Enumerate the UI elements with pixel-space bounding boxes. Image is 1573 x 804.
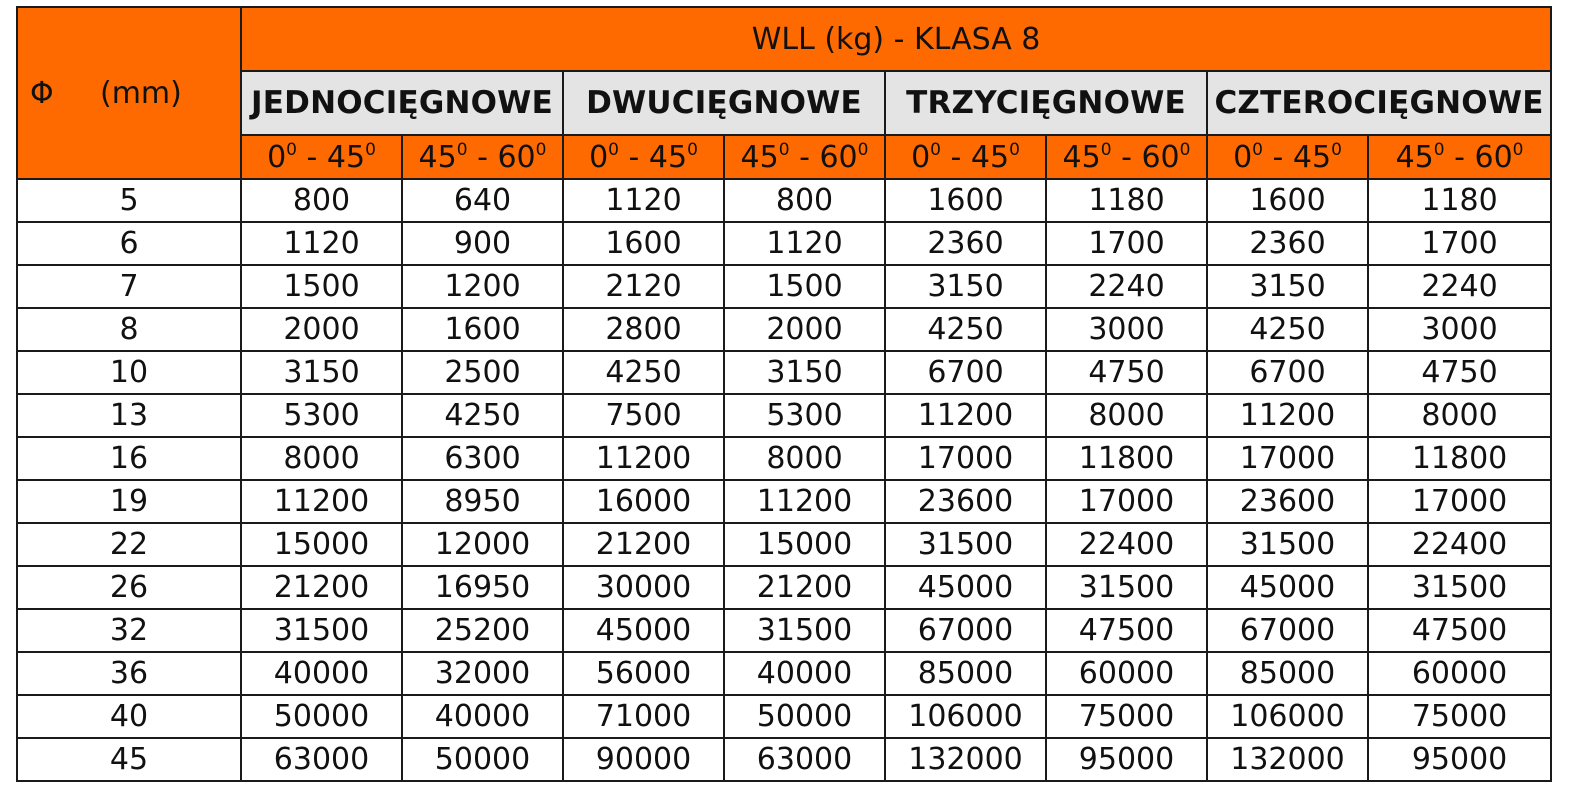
table-row	[17, 652, 1551, 695]
wll-cell: 31500	[1368, 566, 1551, 609]
diameter-cell: 36	[17, 652, 241, 695]
wll-cell: 85000	[1207, 652, 1368, 695]
wll-cell: 22400	[1046, 523, 1207, 566]
angle-from: 0	[267, 139, 287, 175]
wll-cell: 23600	[885, 480, 1046, 523]
wll-cell: 40000	[724, 652, 885, 695]
diameter-cell: 8	[17, 308, 241, 351]
wll-cell: 11200	[241, 480, 402, 523]
wll-table	[16, 6, 1552, 782]
degree-mark: 0	[1331, 139, 1342, 160]
wll-cell: 22400	[1368, 523, 1551, 566]
wll-cell: 2000	[241, 308, 402, 351]
wll-cell: 75000	[1046, 695, 1207, 738]
angle-header-cell	[1368, 135, 1551, 179]
wll-cell: 800	[241, 179, 402, 222]
wll-cell: 8000	[724, 437, 885, 480]
group-header-triple: TRZYCIĘGNOWE	[885, 71, 1207, 135]
wll-cell: 3000	[1368, 308, 1551, 351]
wll-cell: 2360	[1207, 222, 1368, 265]
diameter-cell: 19	[17, 480, 241, 523]
wll-cell: 3150	[241, 351, 402, 394]
wll-cell: 12000	[402, 523, 563, 566]
angle-to: 45	[970, 139, 1010, 175]
table-row	[17, 566, 1551, 609]
angle-from: 0	[911, 139, 931, 175]
angle-header-cell	[241, 135, 402, 179]
wll-cell: 31500	[885, 523, 1046, 566]
wll-cell: 2240	[1368, 265, 1551, 308]
wll-cell: 1120	[563, 179, 724, 222]
degree-mark: 0	[365, 139, 376, 160]
table-row	[17, 394, 1551, 437]
wll-cell: 4250	[1207, 308, 1368, 351]
angle-separator: -	[297, 139, 327, 175]
wll-cell: 15000	[724, 523, 885, 566]
wll-cell: 1700	[1368, 222, 1551, 265]
wll-cell: 47500	[1046, 609, 1207, 652]
degree-mark: 0	[1009, 139, 1020, 160]
wll-cell: 60000	[1046, 652, 1207, 695]
wll-cell: 21200	[724, 566, 885, 609]
wll-cell: 1700	[1046, 222, 1207, 265]
wll-cell: 6300	[402, 437, 563, 480]
diameter-cell: 5	[17, 179, 241, 222]
wll-cell: 8000	[241, 437, 402, 480]
wll-cell: 31500	[1046, 566, 1207, 609]
wll-cell: 8950	[402, 480, 563, 523]
wll-cell: 2120	[563, 265, 724, 308]
wll-cell: 50000	[241, 695, 402, 738]
wll-cell: 3000	[1046, 308, 1207, 351]
wll-cell: 63000	[241, 738, 402, 781]
wll-cell: 800	[724, 179, 885, 222]
table-row	[17, 308, 1551, 351]
angle-to: 60	[497, 139, 536, 175]
degree-mark: 0	[857, 139, 869, 160]
degree-mark: 0	[608, 139, 619, 160]
wll-cell: 1180	[1046, 179, 1207, 222]
degree-mark: 0	[1179, 139, 1191, 160]
degree-mark: 0	[535, 139, 547, 160]
diameter-cell: 16	[17, 437, 241, 480]
angle-separator: -	[619, 139, 649, 175]
wll-cell: 30000	[563, 566, 724, 609]
wll-cell: 11800	[1046, 437, 1207, 480]
angle-separator: -	[941, 139, 971, 175]
wll-cell: 17000	[1368, 480, 1551, 523]
wll-cell: 132000	[1207, 738, 1368, 781]
table-row	[17, 523, 1551, 566]
wll-cell: 31500	[241, 609, 402, 652]
wll-cell: 900	[402, 222, 563, 265]
angle-header-cell	[563, 135, 724, 179]
diameter-symbol: Φ	[30, 75, 54, 111]
diameter-cell: 32	[17, 609, 241, 652]
wll-cell: 45000	[563, 609, 724, 652]
wll-table-container	[16, 6, 1550, 782]
table-row	[17, 738, 1551, 781]
wll-cell: 16000	[563, 480, 724, 523]
angle-separator: -	[789, 139, 820, 175]
table-row	[17, 265, 1551, 308]
wll-cell: 71000	[563, 695, 724, 738]
diameter-cell: 22	[17, 523, 241, 566]
angle-header-cell	[724, 135, 885, 179]
angle-separator: -	[1444, 139, 1475, 175]
diameter-cell: 6	[17, 222, 241, 265]
wll-cell: 7500	[563, 394, 724, 437]
wll-cell: 1600	[1207, 179, 1368, 222]
wll-cell: 47500	[1368, 609, 1551, 652]
angle-header-row	[17, 135, 1551, 179]
diameter-cell: 40	[17, 695, 241, 738]
angle-from: 45	[740, 139, 779, 175]
table-row	[17, 437, 1551, 480]
wll-cell: 31500	[1207, 523, 1368, 566]
table-row	[17, 609, 1551, 652]
angle-from: 45	[1062, 139, 1101, 175]
angle-header-cell	[402, 135, 563, 179]
wll-cell: 40000	[402, 695, 563, 738]
degree-mark: 0	[687, 139, 698, 160]
wll-cell: 11200	[724, 480, 885, 523]
wll-cell: 40000	[241, 652, 402, 695]
degree-mark: 0	[930, 139, 941, 160]
wll-cell: 132000	[885, 738, 1046, 781]
wll-cell: 16950	[402, 566, 563, 609]
wll-cell: 6700	[1207, 351, 1368, 394]
wll-cell: 15000	[241, 523, 402, 566]
angle-to: 60	[1474, 139, 1513, 175]
wll-cell: 85000	[885, 652, 1046, 695]
angle-to: 45	[648, 139, 688, 175]
table-row	[17, 179, 1551, 222]
wll-cell: 11200	[885, 394, 1046, 437]
degree-mark: 0	[1433, 139, 1445, 160]
wll-cell: 3150	[1207, 265, 1368, 308]
wll-cell: 11800	[1368, 437, 1551, 480]
wll-cell: 5300	[241, 394, 402, 437]
wll-cell: 21200	[563, 523, 724, 566]
degree-mark: 0	[1512, 139, 1524, 160]
wll-cell: 3150	[724, 351, 885, 394]
wll-cell: 60000	[1368, 652, 1551, 695]
angle-header-cell	[1046, 135, 1207, 179]
group-header-single: JEDNOCIĘGNOWE	[241, 71, 563, 135]
wll-cell: 45000	[885, 566, 1046, 609]
degree-mark: 0	[1252, 139, 1263, 160]
wll-cell: 1600	[563, 222, 724, 265]
table-row	[17, 695, 1551, 738]
table-title: WLL (kg) - KLASA 8	[241, 7, 1551, 71]
wll-cell: 1500	[724, 265, 885, 308]
angle-separator: -	[1263, 139, 1293, 175]
wll-cell: 106000	[1207, 695, 1368, 738]
angle-from: 45	[418, 139, 457, 175]
wll-cell: 6700	[885, 351, 1046, 394]
wll-cell: 31500	[724, 609, 885, 652]
wll-cell: 5300	[724, 394, 885, 437]
table-row	[17, 222, 1551, 265]
wll-cell: 640	[402, 179, 563, 222]
degree-mark: 0	[456, 139, 468, 160]
wll-cell: 106000	[885, 695, 1046, 738]
diameter-cell: 13	[17, 394, 241, 437]
wll-cell: 90000	[563, 738, 724, 781]
wll-cell: 50000	[724, 695, 885, 738]
angle-from: 0	[1233, 139, 1253, 175]
group-header-double: DWUCIĘGNOWE	[563, 71, 885, 135]
angle-to: 45	[326, 139, 366, 175]
wll-cell: 21200	[241, 566, 402, 609]
wll-cell: 2240	[1046, 265, 1207, 308]
angle-header-cell	[1207, 135, 1368, 179]
diameter-cell: 45	[17, 738, 241, 781]
wll-cell: 11200	[563, 437, 724, 480]
angle-header-cell	[885, 135, 1046, 179]
wll-cell: 1180	[1368, 179, 1551, 222]
angle-to: 45	[1292, 139, 1332, 175]
wll-cell: 2800	[563, 308, 724, 351]
wll-cell: 1600	[402, 308, 563, 351]
wll-cell: 4750	[1368, 351, 1551, 394]
wll-cell: 50000	[402, 738, 563, 781]
wll-cell: 17000	[1046, 480, 1207, 523]
degree-mark: 0	[778, 139, 790, 160]
group-header-quad: CZTEROCIĘGNOWE	[1207, 71, 1551, 135]
wll-cell: 4250	[402, 394, 563, 437]
wll-cell: 63000	[724, 738, 885, 781]
wll-cell: 2500	[402, 351, 563, 394]
wll-cell: 11200	[1207, 394, 1368, 437]
wll-cell: 32000	[402, 652, 563, 695]
wll-cell: 4250	[885, 308, 1046, 351]
wll-cell: 3150	[885, 265, 1046, 308]
wll-cell: 23600	[1207, 480, 1368, 523]
angle-separator: -	[1111, 139, 1142, 175]
table-row	[17, 351, 1551, 394]
wll-cell: 2360	[885, 222, 1046, 265]
wll-cell: 1120	[241, 222, 402, 265]
wll-cell: 17000	[1207, 437, 1368, 480]
wll-cell: 1500	[241, 265, 402, 308]
wll-cell: 67000	[885, 609, 1046, 652]
degree-mark: 0	[286, 139, 297, 160]
wll-cell: 8000	[1046, 394, 1207, 437]
wll-cell: 56000	[563, 652, 724, 695]
wll-cell: 1120	[724, 222, 885, 265]
wll-cell: 1600	[885, 179, 1046, 222]
wll-cell: 4250	[563, 351, 724, 394]
wll-cell: 25200	[402, 609, 563, 652]
table-row	[17, 480, 1551, 523]
wll-cell: 75000	[1368, 695, 1551, 738]
angle-separator: -	[467, 139, 498, 175]
wll-cell: 67000	[1207, 609, 1368, 652]
diameter-unit: (mm)	[100, 75, 182, 111]
wll-cell: 95000	[1046, 738, 1207, 781]
wll-cell: 1200	[402, 265, 563, 308]
diameter-header	[17, 7, 241, 179]
wll-cell: 8000	[1368, 394, 1551, 437]
wll-cell: 4750	[1046, 351, 1207, 394]
wll-cell: 2000	[724, 308, 885, 351]
angle-to: 60	[1141, 139, 1180, 175]
wll-cell: 17000	[885, 437, 1046, 480]
diameter-cell: 10	[17, 351, 241, 394]
diameter-cell: 26	[17, 566, 241, 609]
wll-cell: 95000	[1368, 738, 1551, 781]
degree-mark: 0	[1100, 139, 1112, 160]
diameter-cell: 7	[17, 265, 241, 308]
wll-cell: 45000	[1207, 566, 1368, 609]
angle-from: 0	[589, 139, 609, 175]
angle-from: 45	[1395, 139, 1434, 175]
angle-to: 60	[819, 139, 858, 175]
